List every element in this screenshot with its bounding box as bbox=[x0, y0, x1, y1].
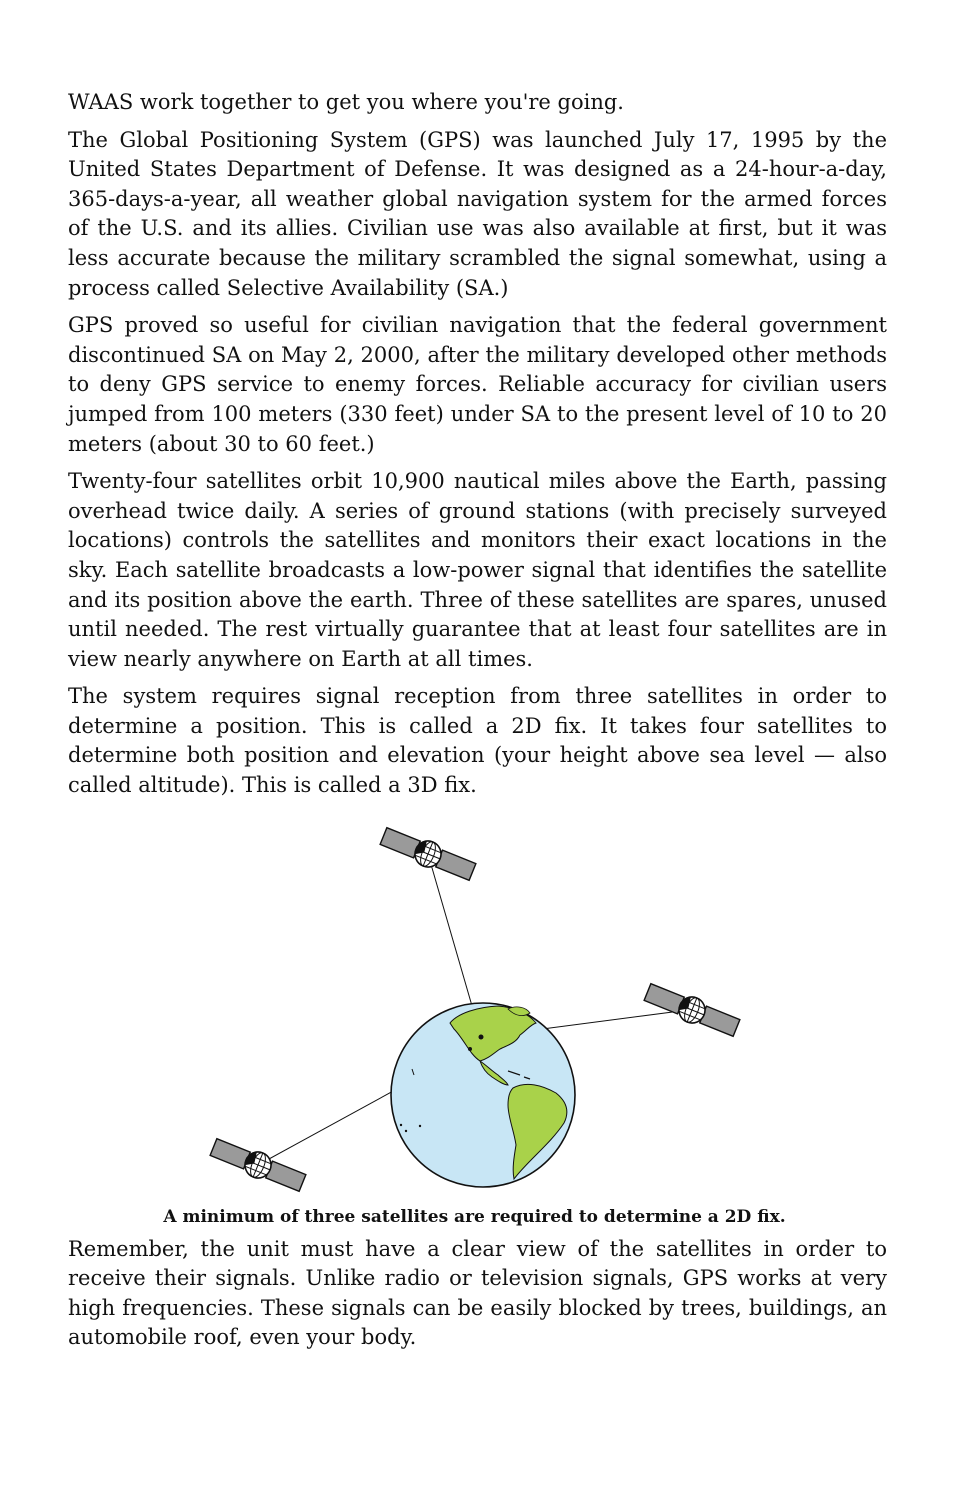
paragraph-gps-history: The Global Positioning System (GPS) was launched July 17, 1995 by the United States Department of Defense. It was designed as a 24-hour-a-day, 365-days-a-year, all weather global navigation system for the armed forces of the U.S. and its allies. Civilian use was also available at first, but it was less accurate because the military scrambled the signal somewhat, using a process called Selective Availability (SA.) bbox=[68, 127, 887, 300]
satellite-diagram bbox=[68, 813, 887, 1205]
satellite-icon bbox=[643, 980, 742, 1040]
paragraph-intro: WAAS work together to get you where you're going. bbox=[68, 90, 624, 114]
paragraph-clear-view: Remember, the unit must have a clear view of the satellites in order to receive their signals. Unlike radio or television signals, GPS works at very high frequencies. These signals can be easily blocked by trees, buildings, an automobile roof, even your body. bbox=[68, 1236, 887, 1350]
satellite-icon bbox=[379, 824, 478, 884]
globe-icon bbox=[391, 1003, 575, 1187]
manual-page bbox=[68, 88, 887, 1361]
satellite-icon bbox=[209, 1135, 308, 1195]
paragraph-satellite-orbit: Twenty-four satellites orbit 10,900 nautical miles above the Earth, passing overhead twice daily. A series of ground stations (with precisely surveyed locations) controls the satellites and monitors their exact locations in the sky. Each satellite broadcasts a low-power signal that identifies the satellite and its position above the earth. Three of these satellites are spares, unused until needed. The rest virtually guarantee that at least four satellites are in view nearly anywhere on Earth at all times. bbox=[68, 469, 887, 671]
satellite-diagram-svg bbox=[68, 813, 887, 1205]
paragraph-2d-3d-fix: The system requires signal reception from three satellites in order to determine a position. This is called a 2D fix. It takes four satellites to determine both position and elevation (your height above sea level — also called altitude). This is called a 3D fix. bbox=[68, 684, 887, 798]
paragraph-sa-discontinued: GPS proved so useful for civilian navigation that the federal government discontinued SA on May 2, 2000, after the military developed other methods to deny GPS service to enemy forces. Reliable accuracy for civilian users jumped from 100 meters (330 feet) under SA to the present level of 10 to 20 meters (about 30 to 60 feet.) bbox=[68, 313, 887, 456]
figure-caption: A minimum of three satellites are required to determine a 2D fix. bbox=[163, 1206, 786, 1227]
